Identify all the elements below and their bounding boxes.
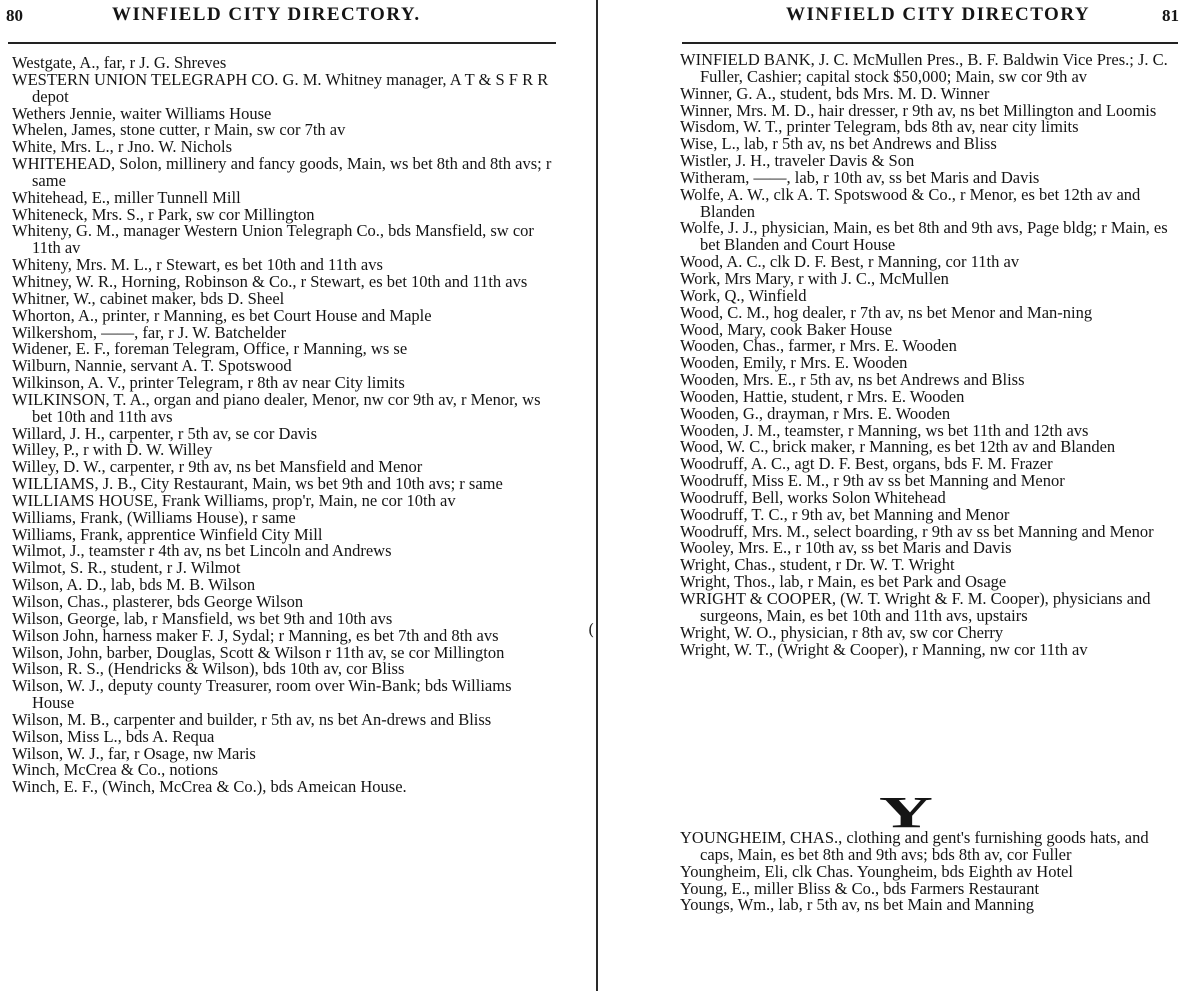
- directory-entry: Winner, G. A., student, bds Mrs. M. D. Winner: [680, 83, 990, 103]
- directory-entry: WHITEHEAD, Solon, millinery and fancy goods, Main, ws bet 8th and 8th avs; r same: [12, 154, 552, 190]
- directory-entry: Wooden, Emily, r Mrs. E. Wooden: [680, 353, 908, 373]
- directory-entry: Youngs, Wm., lab, r 5th av, ns bet Main and Manning: [680, 895, 1034, 915]
- right-page: [600, 0, 1185, 991]
- directory-entry: Wooden, J. M., teamster, r Manning, ws bet 11th and 12th avs: [680, 420, 1089, 440]
- directory-entry: WILLIAMS HOUSE, Frank Williams, prop'r, Main, ne cor 10th av: [12, 490, 456, 510]
- directory-entry: Work, Mrs Mary, r with J. C., McMullen: [680, 268, 949, 288]
- directory-entry: Wolfe, A. W., clk A. T. Spotswood & Co., r Menor, es bet 12th av and Blanden: [680, 184, 1141, 221]
- directory-entry: Wilson, W. J., far, r Osage, nw Maris: [12, 743, 256, 763]
- header-rule: [682, 42, 1178, 44]
- directory-entry: Willard, J. H., carpenter, r 5th av, se cor Davis: [12, 423, 318, 443]
- directory-entry: Wilson, George, lab, r Mansfield, ws bet 9th and 10th avs: [12, 608, 393, 628]
- directory-entry: Wilmot, S. R., student, r J. Wilmot: [12, 558, 241, 578]
- directory-entry: Woodruff, Bell, works Solon Whitehead: [680, 487, 946, 507]
- directory-entry: Whiteneck, Mrs. S., r Park, sw cor Millington: [12, 204, 315, 224]
- directory-entry: Work, Q., Winfield: [680, 285, 807, 305]
- directory-entry: Woodruff, Mrs. M., select boarding, r 9th av ss bet Manning and Menor: [680, 521, 1154, 541]
- directory-entry: Wright, W. T., (Wright & Cooper), r Manning, nw cor 11th av: [680, 639, 1088, 659]
- directory-entry: Wisdom, W. T., printer Telegram, bds 8th av, near city limits: [680, 117, 1079, 137]
- directory-entry: Whorton, A., printer, r Manning, es bet Court House and Maple: [12, 305, 432, 325]
- directory-entry: Wright, Thos., lab, r Main, es bet Park and Osage: [680, 572, 1007, 592]
- binding-mark: (: [588, 620, 595, 639]
- directory-entry: WILKINSON, T. A., organ and piano dealer, Menor, nw cor 9th av, r Menor, ws bet 10th and 11th avs: [12, 389, 541, 426]
- directory-entry: Wilson, A. D., lab, bds M. B. Wilson: [12, 575, 256, 595]
- directory-entry: Whitehead, E., miller Tunnell Mill: [12, 187, 241, 207]
- directory-entry: Wistler, J. H., traveler Davis & Son: [680, 151, 915, 171]
- directory-entry: Wooley, Mrs. E., r 10th av, ss bet Maris and Davis: [680, 538, 1012, 558]
- directory-entry: Wolfe, J. J., physician, Main, es bet 8th and 9th avs, Page bldg; r Main, es bet Blanden and Court House: [680, 218, 1168, 255]
- directory-entry: White, Mrs. L., r Jno. W. Nichols: [12, 137, 232, 157]
- directory-entry: Whelen, James, stone cutter, r Main, sw cor 7th av: [12, 120, 346, 140]
- running-head: WINFIELD CITY DIRECTORY.: [112, 4, 421, 25]
- directory-entries: [680, 52, 1180, 658]
- directory-entry: Whiteny, Mrs. M. L., r Stewart, es bet 10th and 11th avs: [12, 255, 383, 275]
- directory-entry: WRIGHT & COOPER, (W. T. Wright & F. M. Cooper), physicians and surgeons, Main, es bet 10th and 11th avs, upstairs: [680, 589, 1151, 625]
- directory-entry: Wooden, Mrs. E., r 5th av, ns bet Andrews and Bliss: [680, 370, 1025, 390]
- page-gutter: [596, 0, 598, 991]
- directory-entry: Williams, Frank, apprentice Winfield City Mill: [12, 524, 323, 544]
- header-rule: [8, 42, 556, 44]
- directory-entry: WESTERN UNION TELEGRAPH CO. G. M. Whitney manager, A T & S F R R depot: [12, 69, 549, 106]
- directory-entry: Winch, McCrea & Co., notions: [12, 760, 219, 780]
- directory-entry: Wise, L., lab, r 5th av, ns bet Andrews and Bliss: [680, 134, 997, 154]
- directory-entry: Wethers Jennie, waiter Williams House: [12, 103, 272, 123]
- page-number: 80: [6, 6, 23, 25]
- directory-entry: Wilson, John, barber, Douglas, Scott & Wilson r 11th av, se cor Millington: [12, 642, 505, 662]
- y-section-entries: [680, 830, 1180, 914]
- directory-entry: WILLIAMS, J. B., City Restaurant, Main, ws bet 9th and 10th avs; r same: [12, 474, 503, 494]
- directory-entry: Young, E., miller Bliss & Co., bds Farmers Restaurant: [680, 878, 1040, 898]
- directory-entry: Whitner, W., cabinet maker, bds D. Sheel: [12, 288, 285, 308]
- directory-entry: Wood, A. C., clk D. F. Best, r Manning, cor 11th av: [680, 252, 1020, 272]
- directory-entry: Wilson John, harness maker F. J, Sydal; r Manning, es bet 7th and 8th avs: [12, 625, 499, 645]
- directory-entry: Wilson, R. S., (Hendricks & Wilson), bds 10th av, cor Bliss: [12, 659, 405, 679]
- directory-entry: Wilson, M. B., carpenter and builder, r 5th av, ns bet An-drews and Bliss: [12, 709, 492, 729]
- directory-entry: Wilmot, J., teamster r 4th av, ns bet Lincoln and Andrews: [12, 541, 392, 561]
- directory-entry: Woodruff, Miss E. M., r 9th av ss bet Manning and Menor: [680, 471, 1065, 491]
- directory-entry: Wright, W. O., physician, r 8th av, sw cor Cherry: [680, 622, 1004, 642]
- directory-entry: Wilson, W. J., deputy county Treasurer, room over Win-Bank; bds Williams House: [12, 676, 512, 713]
- running-head: WINFIELD CITY DIRECTORY: [786, 4, 1091, 25]
- directory-entry: Youngheim, Eli, clk Chas. Youngheim, bds Eighth av Hotel: [680, 861, 1073, 881]
- directory-entry: Wright, Chas., student, r Dr. W. T. Wright: [680, 555, 955, 575]
- directory-entry: YOUNGHEIM, CHAS., clothing and gent's furnishing goods hats, and caps, Main, es bet 8th and 9th avs; bds 8th av, cor Fuller: [680, 828, 1149, 864]
- directory-entry: Wilburn, Nannie, servant A. T. Spotswood: [12, 356, 292, 376]
- directory-entry: Winch, E. F., (Winch, McCrea & Co.), bds Ameican House.: [12, 777, 407, 797]
- directory-entry: Wooden, Chas., farmer, r Mrs. E. Wooden: [680, 336, 957, 356]
- page-number: 81: [1162, 6, 1179, 25]
- section-letter: Y: [878, 788, 933, 837]
- directory-entry: Wooden, Hattie, student, r Mrs. E. Wooden: [680, 386, 965, 406]
- directory-entry: Wilson, Miss L., bds A. Requa: [12, 726, 215, 746]
- directory-entries: [12, 55, 552, 796]
- directory-entry: Wilkershom, ——, far, r J. W. Batchelder: [12, 322, 287, 342]
- directory-entry: WINFIELD BANK, J. C. McMullen Pres., B. F. Baldwin Vice Pres.; J. C. Fuller, Cashier; capital stock $50,000; Main, sw cor 9th av: [680, 50, 1168, 86]
- directory-entry: Willey, P., r with D. W. Willey: [12, 440, 213, 460]
- directory-entry: Wood, W. C., brick maker, r Manning, es bet 12th av and Blanden: [680, 437, 1116, 457]
- directory-entry: Wood, C. M., hog dealer, r 7th av, ns bet Menor and Man-ning: [680, 302, 1093, 322]
- directory-entry: Whiteny, G. M., manager Western Union Telegraph Co., bds Mansfield, sw cor 11th av: [12, 221, 534, 258]
- directory-entry: Willey, D. W., carpenter, r 9th av, ns bet Mansfield and Menor: [12, 457, 423, 477]
- directory-entry: Woodruff, A. C., agt D. F. Best, organs, bds F. M. Frazer: [680, 454, 1053, 474]
- directory-entry: Wilson, Chas., plasterer, bds George Wilson: [12, 592, 304, 611]
- directory-entry: Wooden, G., drayman, r Mrs. E. Wooden: [680, 403, 951, 423]
- directory-entry: Whitney, W. R., Horning, Robinson & Co., r Stewart, es bet 10th and 11th avs: [12, 271, 528, 291]
- directory-entry: Woodruff, T. C., r 9th av, bet Manning and Menor: [680, 504, 1010, 524]
- directory-entry: Westgate, A., far, r J. G. Shreves: [12, 53, 227, 72]
- directory-entry: Williams, Frank, (Williams House), r same: [12, 507, 296, 527]
- directory-entry: Wood, Mary, cook Baker House: [680, 319, 893, 339]
- directory-entry: Winner, Mrs. M. D., hair dresser, r 9th av, ns bet Millington and Loomis: [680, 100, 1157, 120]
- directory-entry: Witheram, ——, lab, r 10th av, ss bet Maris and Davis: [680, 167, 1040, 187]
- directory-entry: Wilkinson, A. V., printer Telegram, r 8th av near City limits: [12, 373, 405, 393]
- directory-entry: Widener, E. F., foreman Telegram, Office, r Manning, ws se: [12, 339, 408, 359]
